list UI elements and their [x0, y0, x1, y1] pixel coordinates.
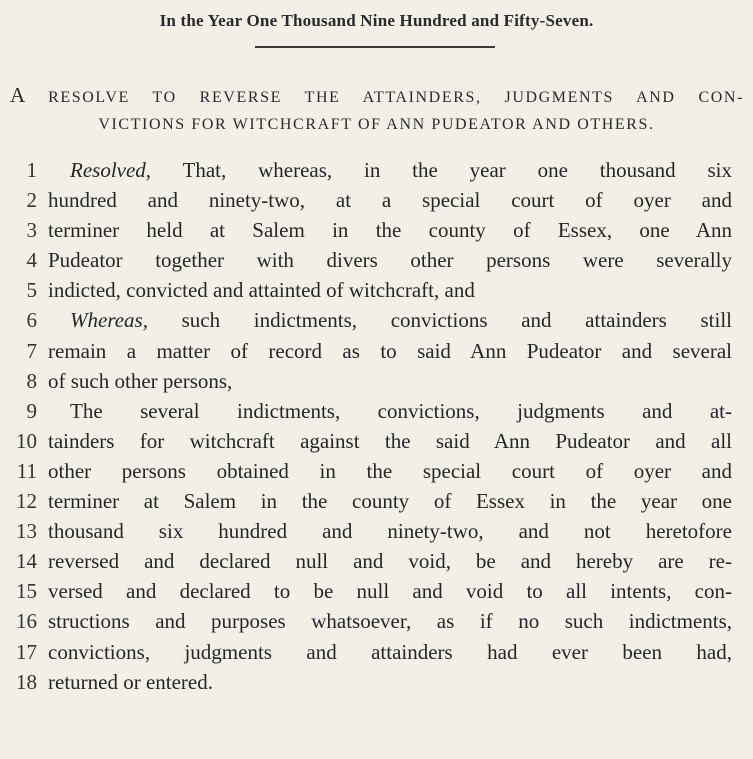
- line-number: 7: [26, 338, 37, 363]
- line-number: 11: [16, 458, 37, 483]
- line-number: 14: [16, 549, 37, 574]
- body-line-4: [0, 245, 753, 275]
- body-line-13: [0, 516, 753, 546]
- line-text: of such other persons,: [48, 368, 233, 393]
- heading-rule: [255, 46, 495, 48]
- body-line-2: [0, 185, 753, 215]
- line-text: Pudeator together with divers other persons were severally: [48, 248, 732, 273]
- line-number: 17: [16, 639, 37, 664]
- line-text: tainders for witchcraft against the said Ann Pudeator and all: [48, 428, 732, 453]
- line-number: 1: [26, 158, 37, 182]
- line-number: 8: [26, 368, 37, 393]
- line-number: 5: [26, 278, 37, 303]
- line-text: remain a matter of record as to said Ann Pudeator and several: [48, 338, 732, 363]
- line-text: thousand six hundred and ninety-two, and not heretofore: [48, 519, 732, 544]
- body-line-14: [0, 546, 753, 576]
- line-text: That, whereas, in the year one thousand six: [151, 158, 732, 182]
- line-text: such indictments, convictions and attainders still: [147, 308, 732, 333]
- line-number: 2: [26, 188, 37, 213]
- line-number: 12: [16, 489, 37, 514]
- line-number: 4: [26, 248, 37, 273]
- line-number: 9: [26, 398, 37, 423]
- line-number: 13: [16, 519, 37, 544]
- line-text: indicted, convicted and attainted of witchcraft, and: [48, 278, 475, 303]
- body-line-15: [0, 576, 753, 606]
- line-text: structions and purposes whatsoever, as if no such indictments,: [48, 609, 732, 634]
- line-text: The several indictments, convictions, judgments and at-: [70, 398, 732, 423]
- body-line-10: [0, 426, 753, 456]
- resolve-title-line-2: VICTIONS FOR WITCHCRAFT OF ANN PUDEATOR AND OTHERS.: [98, 116, 655, 133]
- body-line-16: [0, 606, 753, 636]
- body-line-7: [0, 336, 753, 366]
- title-line-1-text: RESOLVE TO REVERSE THE ATTAINDERS, JUDGMENTS AND CON-: [25, 89, 744, 106]
- body-line-9: [0, 396, 753, 426]
- line-number: 15: [16, 579, 37, 604]
- line-text: convictions, judgments and attainders had ever been had,: [48, 639, 732, 664]
- line-number: 16: [16, 609, 37, 634]
- line-number: 10: [16, 428, 37, 453]
- resolve-title-line-1: [10, 82, 744, 111]
- line-number: 18: [16, 669, 37, 694]
- line-text: versed and declared to be null and void to all intents, con-: [48, 579, 732, 604]
- title-initial: A: [10, 83, 26, 107]
- body-line-8: [0, 366, 753, 396]
- line-text: returned or entered.: [48, 669, 213, 694]
- body-line-5: [0, 275, 753, 305]
- line-number: 3: [26, 218, 37, 243]
- body-line-18: [0, 667, 753, 697]
- line-text: terminer at Salem in the county of Essex in the year one: [48, 489, 732, 514]
- line-text: other persons obtained in the special court of oyer and: [48, 458, 732, 483]
- body-line-3: [0, 215, 753, 245]
- resolve-body: [0, 155, 753, 697]
- line-italic: Whereas,: [70, 308, 148, 333]
- line-text: hundred and ninety-two, at a special court of oyer and: [48, 188, 732, 213]
- body-line-6: [0, 305, 753, 335]
- body-line-11: [0, 456, 753, 486]
- line-number: 6: [26, 308, 37, 333]
- line-text: terminer held at Salem in the county of Essex, one Ann: [48, 218, 732, 243]
- body-line-17: [0, 637, 753, 667]
- body-line-1: [0, 155, 753, 185]
- year-heading: In the Year One Thousand Nine Hundred and Fifty-Seven.: [159, 11, 594, 30]
- line-text: reversed and declared null and void, be and hereby are re-: [48, 549, 732, 574]
- body-line-12: [0, 486, 753, 516]
- line-italic: Resolved,: [70, 158, 152, 182]
